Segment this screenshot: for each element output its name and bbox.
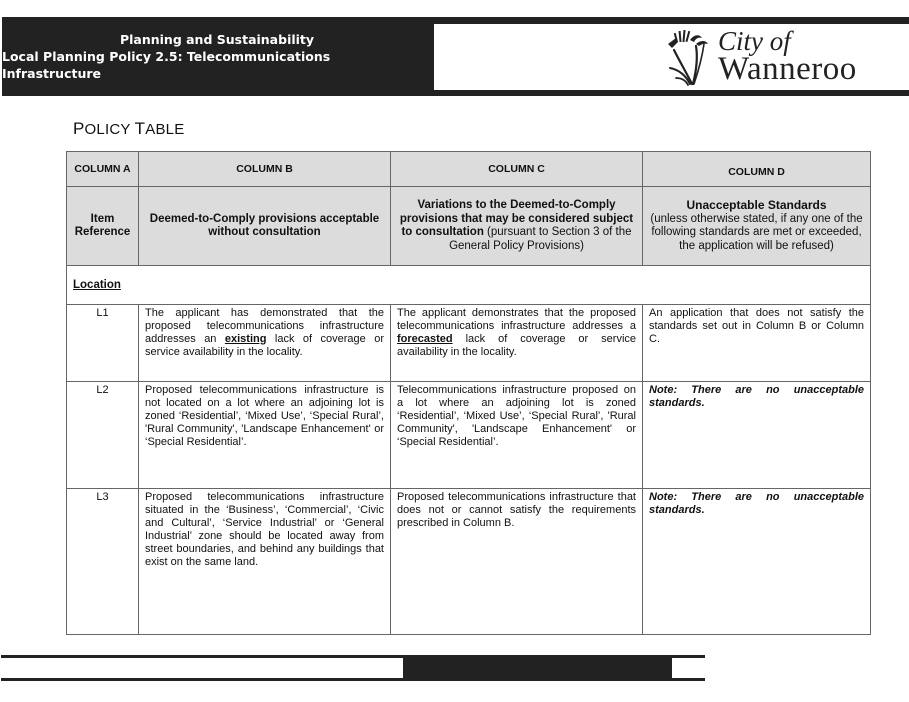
- logo-wanneroo: Wanneroo: [718, 51, 857, 87]
- column-d-note: Note: There are no unacceptable standards.: [643, 489, 871, 635]
- city-logo: [666, 28, 857, 86]
- item-reference-header: Item Reference: [67, 187, 139, 266]
- item-ref: L2: [67, 382, 139, 489]
- column-label-row: [67, 152, 871, 187]
- column-c-label: COLUMN C: [391, 152, 643, 187]
- footer-rule-bottom: [1, 678, 705, 681]
- column-b-cell: The applicant has demonstrated that the proposed telecommunications infrastructure addresses an existing lack of coverage or service availability in the locality.: [139, 305, 391, 382]
- column-c-cell: The applicant demonstrates that the proposed telecommunications infrastructure addresses a forecasted lack of coverage or service availability in the locality.: [391, 305, 643, 382]
- column-b-cell: Proposed telecommunications infrastructure situated in the ‘Business’, ‘Commercial’, ‘Civic and Cultural’, ‘Service Industrial’ or ‘General Industrial’ zone should be located away from street boundaries, and behind any buildings that exist on the same land.: [139, 489, 391, 635]
- column-c-cell: Proposed telecommunications infrastructure that does not or cannot satisfy the requirements prescribed in Column B.: [391, 489, 643, 635]
- column-b-label: COLUMN B: [139, 152, 391, 187]
- column-d-note: Note: There are no unacceptable standards.: [643, 382, 871, 489]
- table-row: [67, 489, 871, 635]
- item-ref: L1: [67, 305, 139, 382]
- column-d-cell: An application that does not satisfy the standards set out in Column B or Column C.: [643, 305, 871, 382]
- column-description-row: [67, 187, 871, 266]
- section-location: Location: [73, 278, 121, 291]
- unacceptable-standards-header: Unacceptable Standards (unless otherwise stated, if any one of the following standards are met or exceeded, the application will be refused): [643, 187, 871, 266]
- table-row: [67, 382, 871, 489]
- deemed-to-comply-header: Deemed-to-Comply provisions acceptable without consultation: [139, 187, 391, 266]
- policy-table: [66, 151, 871, 635]
- column-a-label: COLUMN A: [67, 152, 139, 187]
- variations-header: Variations to the Deemed-to-Comply provisions that may be considered subject to consultation (pursuant to Section 3 of the General Policy Provisions): [391, 187, 643, 266]
- page-title: POLICY TABLE: [73, 119, 185, 138]
- column-b-cell: Proposed telecommunications infrastructure is not located on a lot where an adjoining lot is zoned ‘Residential’, ‘Mixed Use’, ‘Special Rural’, 'Rural Community', 'Landscape Enhancement' or ‘Special Residential’.: [139, 382, 391, 489]
- header-banner: [2, 17, 432, 96]
- logo-panel: [432, 17, 909, 96]
- item-ref: L3: [67, 489, 139, 635]
- footer-block: [403, 656, 672, 680]
- column-d-label: COLUMN D: [643, 152, 871, 187]
- section-row: [67, 266, 871, 305]
- department-name: Planning and Sustainability: [119, 32, 315, 47]
- kangaroo-paw-icon: [666, 28, 716, 86]
- table-row: [67, 305, 871, 382]
- policy-name: Local Planning Policy 2.5: Telecommunications Infrastructure: [2, 49, 331, 81]
- column-c-cell: Telecommunications infrastructure proposed on a lot where an adjoining lot is zoned ‘Residential’, ‘Mixed Use’, ‘Special Rural’, 'Rural Community', 'Landscape Enhancement' or ‘Special Residential’.: [391, 382, 643, 489]
- logo-city-of: City of: [718, 26, 791, 56]
